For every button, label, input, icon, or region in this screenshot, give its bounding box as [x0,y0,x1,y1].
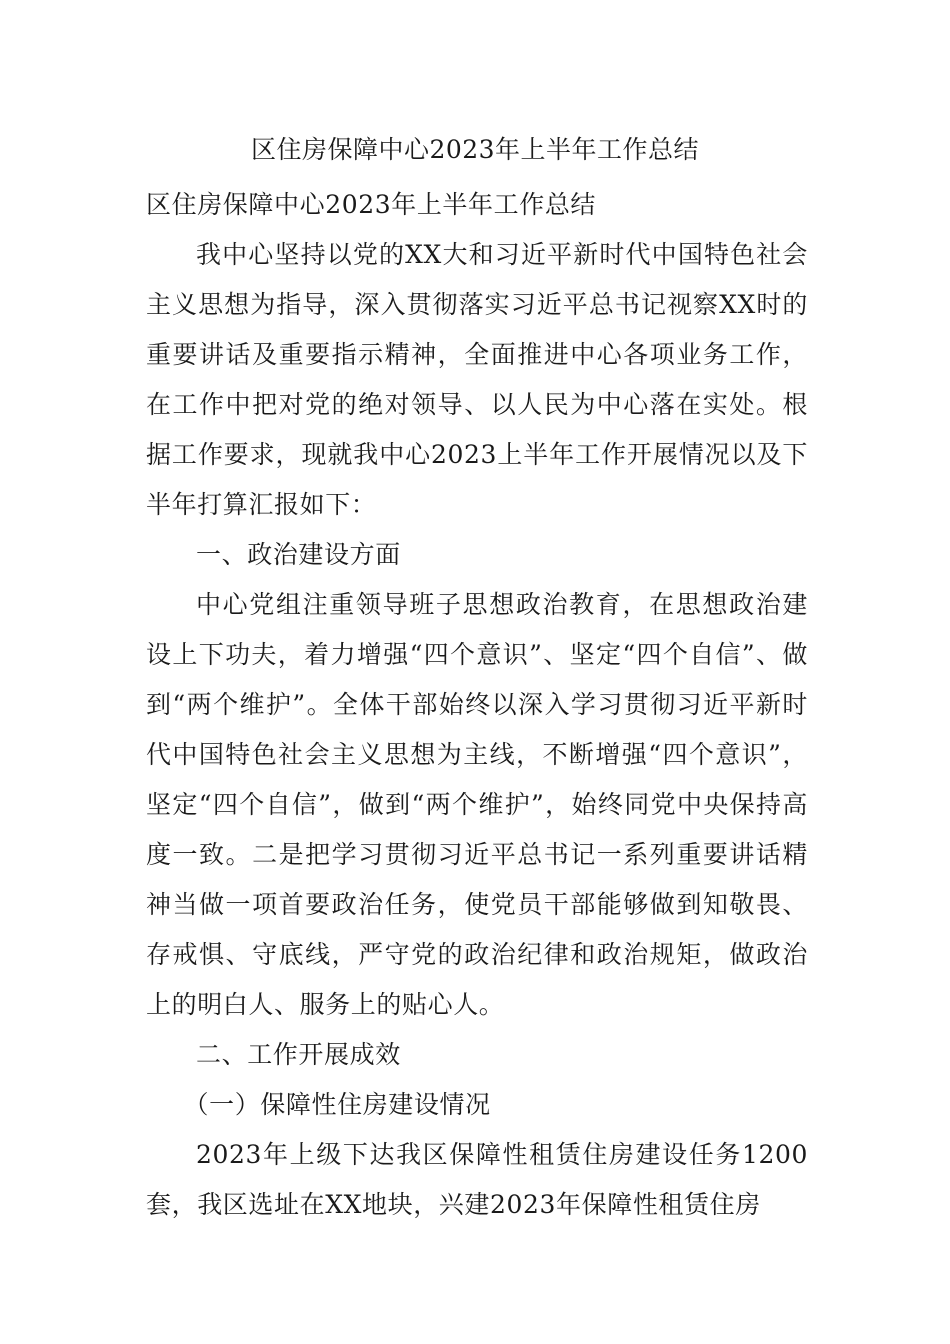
document-title: 区住房保障中心2023年上半年工作总结 [250,135,700,164]
subsection-heading-housing: （一）保障性住房建设情况 [183,1090,491,1119]
political-paragraph: 中心党组注重领导班子思想政治教育，在思想政治建设上下功夫，着力增强“四个意识”、坚定“四个自信”、做到“两个维护”。全体干部始终以深入学习贯彻习近平新时代中国特色社会主义思想为主线，不断增强“四个意识”，坚定“四个自信”，做到“两个维护”，始终同党中央保持高度一致。二是把学习贯彻习近平总书记一系列重要讲话精神当做一项首要政治任务，使党员干部能够做到知敬畏、存戒惧、守底线，严守党的政治纪律和政治规矩，做政治上的明白人、服务上的贴心人。 [146,590,808,1019]
intro-paragraph: 我中心坚持以党的XX大和习近平新时代中国特色社会主义思想为指导，深入贯彻落实习近平总书记视察XX时的重要讲话及重要指示精神，全面推进中心各项业务工作，在工作中把对党的绝对领导、以人民为中心落在实处。根据工作要求，现就我中心2023上半年工作开展情况以及下半年打算汇报如下： [146,240,808,519]
housing-paragraph: 2023年上级下达我区保障性租赁住房建设任务1200套，我区选址在XX地块，兴建2023年保障性租赁住房 [146,1140,808,1219]
document-body [146,180,808,1230]
section-heading-political: 一、政治建设方面 [196,540,401,569]
section-heading-results: 二、工作开展成效 [196,1040,401,1069]
document-subtitle: 区住房保障中心2023年上半年工作总结 [146,190,597,219]
